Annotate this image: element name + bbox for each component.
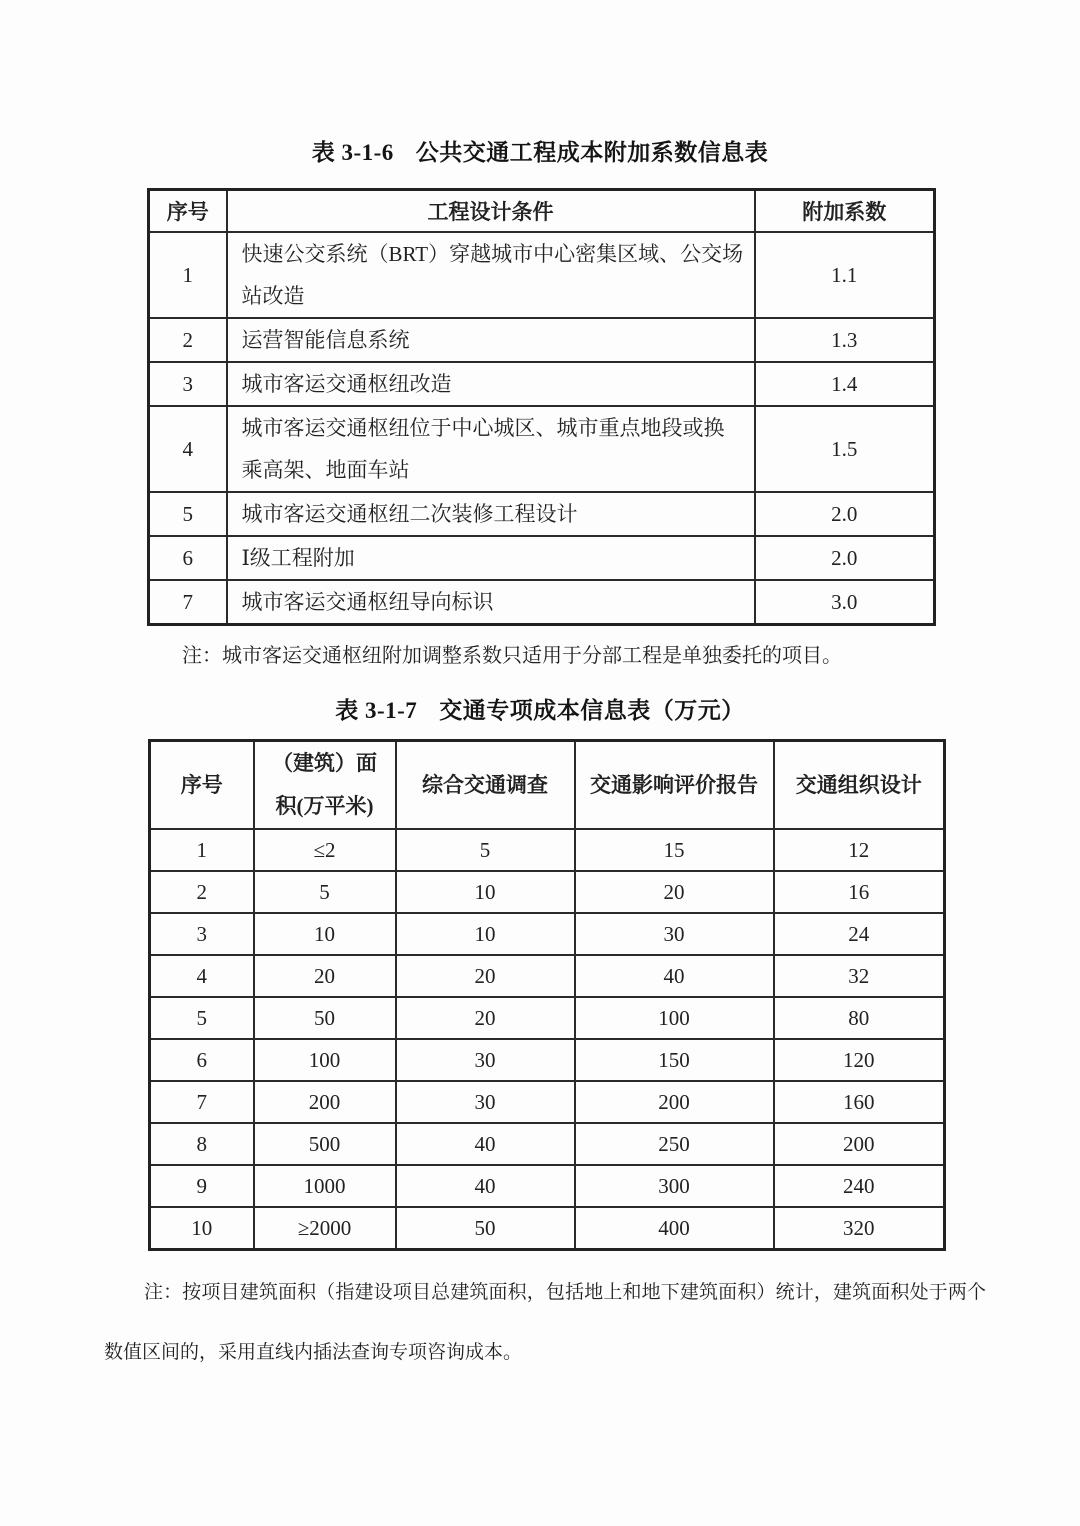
table2-body (150, 829, 945, 1250)
table-row (150, 1207, 945, 1250)
area-cell: 200 (254, 1081, 396, 1123)
table2-caption-title: 交通专项成本信息表（万元） (439, 698, 745, 723)
area-cell: 20 (254, 955, 396, 997)
column-header-0: 序号 (150, 741, 254, 830)
impact-report-cell: 30 (575, 913, 774, 955)
seq-cell: 3 (150, 913, 254, 955)
survey-cell: 30 (396, 1039, 575, 1081)
impact-report-cell: 150 (575, 1039, 774, 1081)
org-design-cell: 320 (774, 1207, 945, 1250)
table-row (150, 829, 945, 871)
table1-note: 注：城市客运交通枢纽附加调整系数只适用于分部工程是单独委托的项目。 (182, 645, 842, 667)
seq-cell: 5 (149, 492, 227, 536)
seq-cell: 2 (150, 871, 254, 913)
condition-cell: Ⅰ级工程附加 (227, 536, 755, 580)
seq-cell: 1 (149, 232, 227, 318)
factor-cell: 2.0 (755, 492, 935, 536)
column-header-1: 工程设计条件 (227, 190, 755, 233)
table1-caption-number: 表 3-1-6 (311, 140, 394, 165)
survey-cell: 10 (396, 871, 575, 913)
table-row (150, 955, 945, 997)
factor-cell: 1.3 (755, 318, 935, 362)
table2-caption-number: 表 3-1-7 (335, 698, 418, 723)
seq-cell: 7 (150, 1081, 254, 1123)
seq-cell: 4 (149, 406, 227, 492)
special-traffic-cost-table (148, 739, 946, 1251)
table1-body (149, 232, 935, 625)
survey-cell: 20 (396, 997, 575, 1039)
seq-cell: 4 (150, 955, 254, 997)
survey-cell: 40 (396, 1165, 575, 1207)
column-header-1: （建筑）面积(万平米) (254, 741, 396, 830)
table-row (150, 1039, 945, 1081)
column-header-4: 交通组织设计 (774, 741, 945, 830)
impact-report-cell: 200 (575, 1081, 774, 1123)
impact-report-cell: 400 (575, 1207, 774, 1250)
impact-report-cell: 100 (575, 997, 774, 1039)
seq-cell: 9 (150, 1165, 254, 1207)
survey-cell: 30 (396, 1081, 575, 1123)
column-header-2: 附加系数 (755, 190, 935, 233)
impact-report-cell: 20 (575, 871, 774, 913)
impact-report-cell: 250 (575, 1123, 774, 1165)
condition-cell: 运营智能信息系统 (227, 318, 755, 362)
header-row (150, 741, 945, 830)
condition-cell: 城市客运交通枢纽改造 (227, 362, 755, 406)
table1-caption (0, 134, 1080, 167)
area-cell: 50 (254, 997, 396, 1039)
table-row (150, 1123, 945, 1165)
condition-cell: 快速公交系统（BRT）穿越城市中心密集区域、公交场站改造 (227, 232, 755, 318)
area-cell: 500 (254, 1123, 396, 1165)
org-design-cell: 200 (774, 1123, 945, 1165)
column-header-0: 序号 (149, 190, 227, 233)
org-design-cell: 12 (774, 829, 945, 871)
factor-cell: 1.5 (755, 406, 935, 492)
impact-report-cell: 40 (575, 955, 774, 997)
table-row (150, 913, 945, 955)
seq-cell: 7 (149, 580, 227, 625)
table2-note: 注：按项目建筑面积（指建设项目总建筑面积，包括地上和地下建筑面积）统计，建筑面积处于两个数值区间的，采用直线内插法查询专项咨询成本。 (104, 1282, 986, 1363)
survey-cell: 20 (396, 955, 575, 997)
table-row (150, 1081, 945, 1123)
seq-cell: 6 (150, 1039, 254, 1081)
survey-cell: 40 (396, 1123, 575, 1165)
area-cell: 1000 (254, 1165, 396, 1207)
area-cell: 100 (254, 1039, 396, 1081)
seq-cell: 3 (149, 362, 227, 406)
table-row (149, 318, 935, 362)
condition-cell: 城市客运交通枢纽位于中心城区、城市重点地段或换乘高架、地面车站 (227, 406, 755, 492)
condition-cell: 城市客运交通枢纽导向标识 (227, 580, 755, 625)
survey-cell: 5 (396, 829, 575, 871)
table1-header (149, 190, 935, 233)
impact-report-cell: 15 (575, 829, 774, 871)
org-design-cell: 160 (774, 1081, 945, 1123)
table-row (149, 406, 935, 492)
factor-cell: 1.4 (755, 362, 935, 406)
org-design-cell: 240 (774, 1165, 945, 1207)
table-row (149, 580, 935, 625)
seq-cell: 2 (149, 318, 227, 362)
area-cell: ≥2000 (254, 1207, 396, 1250)
org-design-cell: 16 (774, 871, 945, 913)
area-cell: 5 (254, 871, 396, 913)
survey-cell: 10 (396, 913, 575, 955)
column-header-2: 综合交通调查 (396, 741, 575, 830)
area-cell: 10 (254, 913, 396, 955)
org-design-cell: 80 (774, 997, 945, 1039)
header-row (149, 190, 935, 233)
org-design-cell: 32 (774, 955, 945, 997)
condition-cell: 城市客运交通枢纽二次装修工程设计 (227, 492, 755, 536)
org-design-cell: 120 (774, 1039, 945, 1081)
seq-cell: 10 (150, 1207, 254, 1250)
table-row (149, 362, 935, 406)
survey-cell: 50 (396, 1207, 575, 1250)
column-header-3: 交通影响评价报告 (575, 741, 774, 830)
table-row (150, 997, 945, 1039)
table2-header (150, 741, 945, 830)
factor-cell: 3.0 (755, 580, 935, 625)
factor-cell: 1.1 (755, 232, 935, 318)
table-row (149, 492, 935, 536)
table2-caption (0, 692, 1080, 725)
table-row (149, 232, 935, 318)
org-design-cell: 24 (774, 913, 945, 955)
table-row (149, 536, 935, 580)
impact-report-cell: 300 (575, 1165, 774, 1207)
cost-additional-factor-table (147, 188, 936, 626)
seq-cell: 6 (149, 536, 227, 580)
table-row (150, 1165, 945, 1207)
seq-cell: 1 (150, 829, 254, 871)
seq-cell: 8 (150, 1123, 254, 1165)
factor-cell: 2.0 (755, 536, 935, 580)
seq-cell: 5 (150, 997, 254, 1039)
area-cell: ≤2 (254, 829, 396, 871)
table-row (150, 871, 945, 913)
table1-caption-title: 公共交通工程成本附加系数信息表 (415, 140, 769, 165)
